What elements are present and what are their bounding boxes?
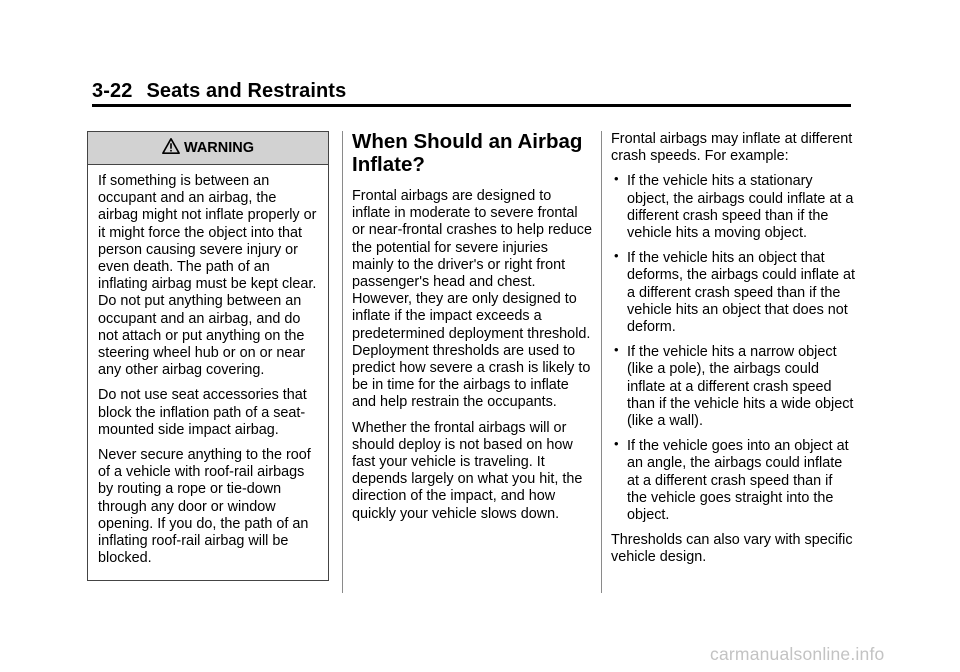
- warning-title: WARNING: [183, 140, 255, 156]
- closing-paragraph: Thresholds can also vary with specific vehicle design.: [611, 532, 853, 566]
- right-column: [611, 131, 856, 575]
- bullet-icon: •: [614, 342, 619, 358]
- list-item: [611, 250, 856, 336]
- list-item: [611, 438, 856, 524]
- warning-header: [88, 132, 328, 165]
- column-divider: [601, 131, 602, 593]
- warning-paragraph: Do not use seat accessories that block the inflation path of a seat-mounted side impact airbag.: [98, 387, 307, 438]
- bullet-icon: •: [614, 436, 619, 452]
- bullet-icon: •: [614, 171, 619, 187]
- warning-triangle-icon: [162, 137, 180, 155]
- body-paragraph: Whether the frontal airbags will or should deploy is not based on how fast your vehicle is traveling. It depends largely on what you hit, the direction of the impact, and how quickly your vehicle slows down.: [352, 419, 583, 522]
- warning-paragraph: If something is between an occupant and an airbag, the airbag might not inflate properly or it might force the object into that person causing severe injury or even death. The path of an inflating airbag must be kept clear. Do not put anything between an occupant and an airbag, and do not attach or put anything on the steering wheel hub or on or near any other airbag covering.: [98, 173, 317, 379]
- main-column: [352, 130, 592, 531]
- watermark: carmanualsonline.info: [710, 644, 885, 664]
- column-divider: [342, 131, 343, 593]
- list-item: [611, 344, 856, 430]
- section-title: Seats and Restraints: [146, 80, 347, 102]
- list-item-text: If the vehicle hits a narrow object (like a pole), the airbags could inflate at a different crash speed than if the vehicle hits a wide object (like a wall).: [627, 344, 854, 430]
- list-item-text: If the vehicle goes into an object at an angle, the airbags could inflate at a different crash speed than if the vehicle goes straight into the object.: [627, 438, 849, 524]
- section-heading: When Should an Airbag Inflate?: [352, 130, 583, 176]
- header-rule: [92, 104, 851, 107]
- warning-box: [87, 131, 329, 581]
- warning-paragraph: Never secure anything to the roof of a vehicle with roof-rail airbags by routing a rope or tie-down through any door or window opening. If you do, the path of an inflating roof-rail airbag will be blocked.: [98, 447, 311, 567]
- list-item: [611, 173, 856, 242]
- warning-body: [88, 165, 328, 567]
- body-paragraph: Frontal airbags are designed to inflate in moderate to severe frontal or near-frontal crashes to help reduce the potential for severe injuries mainly to the driver's or right front passenger's head and chest. However, they are only designed to inflate if the impact exceeds a predetermined deployment threshold. Deployment thresholds are used to predict how severe a crash is likely to be in time for the airbags to inflate and help restrain the occupants.: [352, 188, 592, 411]
- intro-paragraph: Frontal airbags may inflate at different crash speeds. For example:: [611, 131, 853, 165]
- page-number: 3-22: [92, 80, 133, 102]
- page-header: [92, 80, 346, 103]
- bullet-icon: •: [614, 248, 619, 264]
- bullet-list: [611, 173, 856, 524]
- list-item-text: If the vehicle hits a stationary object, the airbags could inflate at a different crash speed than if the vehicle hits a moving object.: [627, 173, 854, 242]
- list-item-text: If the vehicle hits an object that deforms, the airbags could inflate at a different crash speed than if the vehicle hits an object that does not deform.: [627, 250, 855, 336]
